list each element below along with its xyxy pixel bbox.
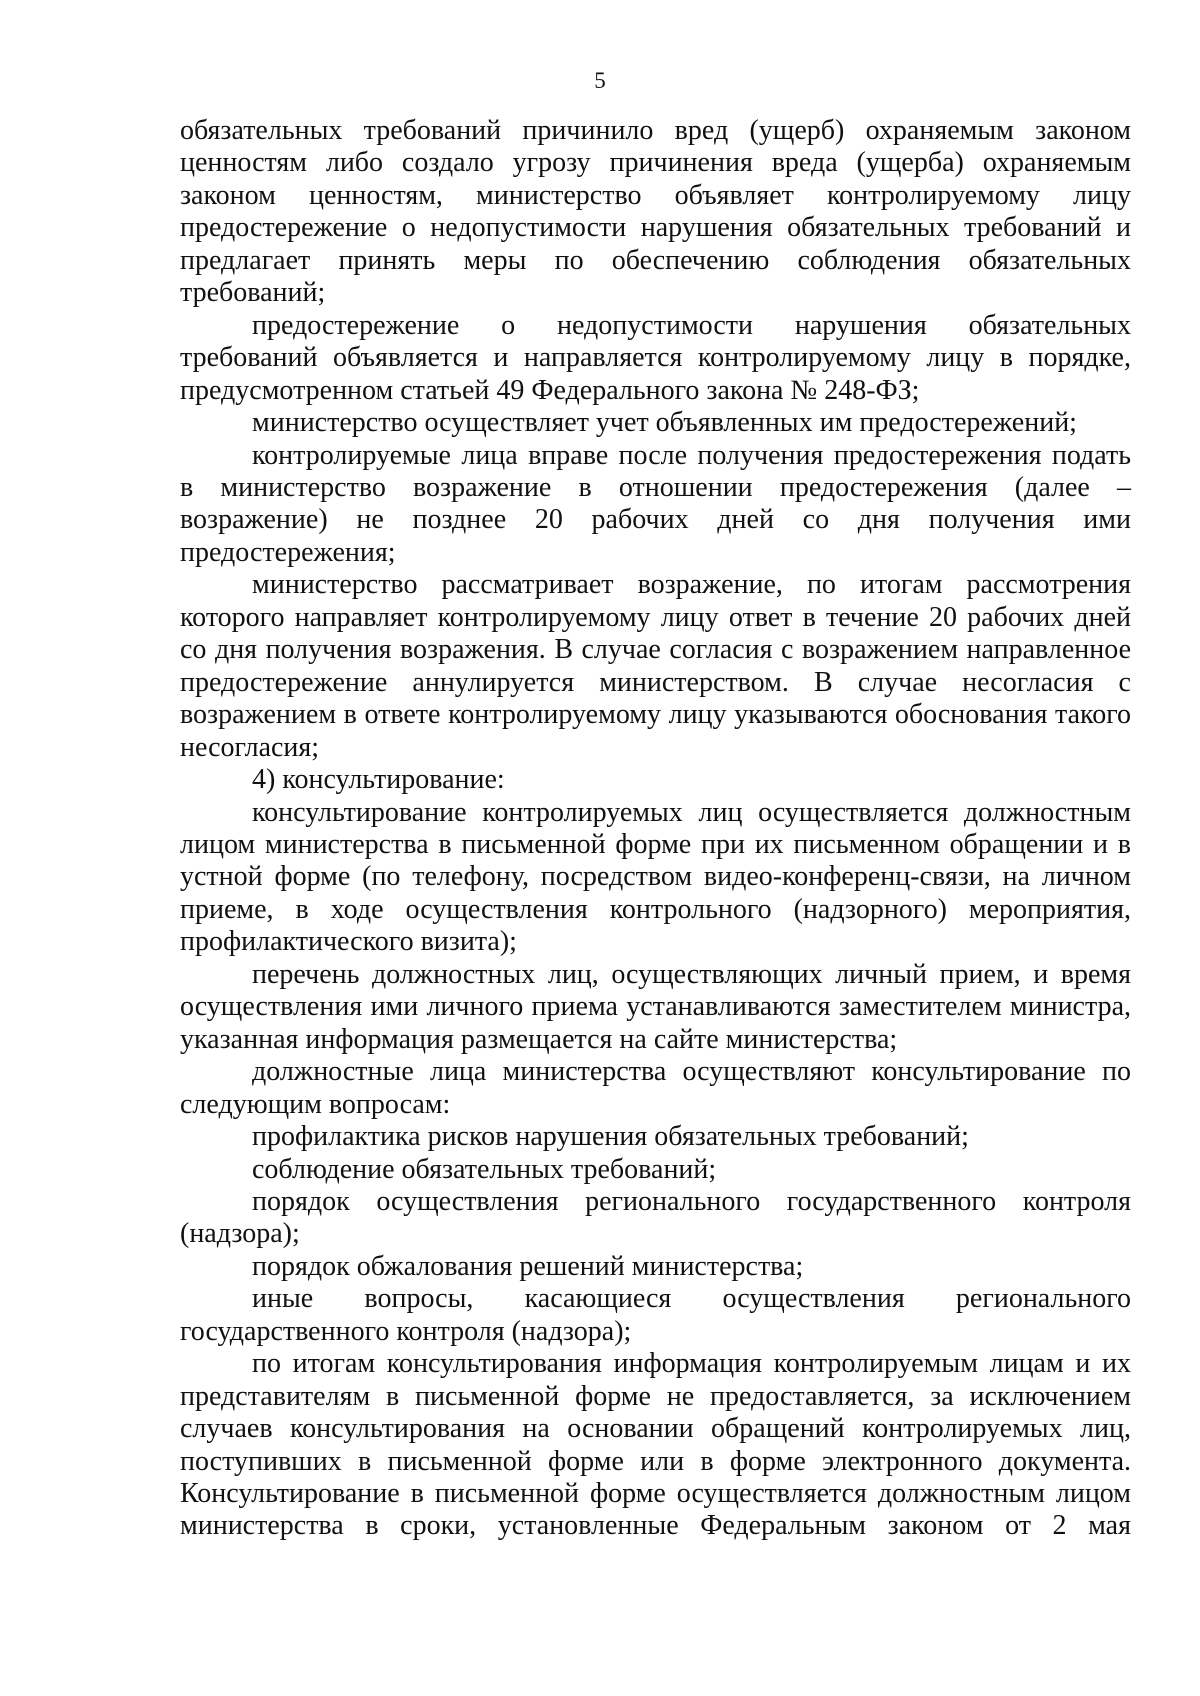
paragraph-consulting-heading: 4) консультирование: bbox=[252, 764, 505, 796]
list-item-other-questions: иные вопросы, касающиеся осуществления регионального государственного контроля (надзора); bbox=[180, 1283, 1131, 1347]
paragraph-warning-procedure: предостережение о недопустимости нарушения обязательных требований объявляется и направляется контролируемому лицу в порядке, предусмотренном статьей 49 Федерального закона № 248-ФЗ; bbox=[180, 309, 1131, 406]
paragraph-consulting-results: по итогам консультирования информация контролируемым лицам и их представителям в письменной форме не предоставляется, за исключением случаев консультирования на основании обращений контролируемых лиц, поступивших в письменной форме или в форме электронного документа. Консультирование в письменной форме осуществляется должностным лицом министерства в сроки, установленные Федеральным законом от 2 мая bbox=[180, 1348, 1131, 1542]
paragraph-personal-reception: перечень должностных лиц, осуществляющих личный прием, и время осуществления ими личного приема устанавливаются заместителем министра, указанная информация размещается на сайте министерства; bbox=[180, 958, 1131, 1055]
list-item-appeal-procedure: порядок обжалования решений министерства; bbox=[252, 1250, 804, 1282]
list-item-control-procedure: порядок осуществления регионального государственного контроля (надзора); bbox=[180, 1185, 1131, 1250]
document-body bbox=[180, 115, 1131, 1543]
paragraph-warning-issuance: обязательных требований причинило вред (ущерб) охраняемым законом ценностям либо создало угрозу причинения вреда (ущерба) охраняемым законом ценностям, министерство объявляет контролируемому лицу предостережение о недопустимости нарушения обязательных требований и предлагает принять меры по обеспечению соблюдения обязательных требований; bbox=[180, 115, 1131, 309]
paragraph-consulting-topics-intro: должностные лица министерства осуществляют консультирование по следующим вопросам: bbox=[180, 1056, 1131, 1120]
page-number: 5 bbox=[594, 68, 606, 93]
list-item-compliance: соблюдение обязательных требований; bbox=[252, 1153, 717, 1185]
paragraph-consulting-forms: консультирование контролируемых лиц осуществляется должностным лицом министерства в письменной форме при их письменном обращении и в устной форме (по телефону, посредством видео-конференц-связи, на личном приеме, в ходе осуществления контрольного (надзорного) мероприятия, профилактического визита); bbox=[180, 796, 1131, 958]
paragraph-objection-review: министерство рассматривает возражение, по итогам рассмотрения которого направляет контролируемому лицу ответ в течение 20 рабочих дней со дня получения возражения. В случае согласия с возражением направленное предостережение аннулируется министерством. В случае несогласия с возражением в ответе контролируемому лицу указываются обоснования такого несогласия; bbox=[180, 569, 1131, 763]
list-item-risk-prevention: профилактика рисков нарушения обязательных требований; bbox=[252, 1121, 969, 1153]
paragraph-objection-right: контролируемые лица вправе после получения предостережения подать в министерство возражение в отношении предостережения (далее – возражение) не позднее 20 рабочих дней со дня получения ими предостережения; bbox=[180, 439, 1131, 568]
paragraph-warning-accounting: министерство осуществляет учет объявленных им предостережений; bbox=[252, 407, 1077, 439]
